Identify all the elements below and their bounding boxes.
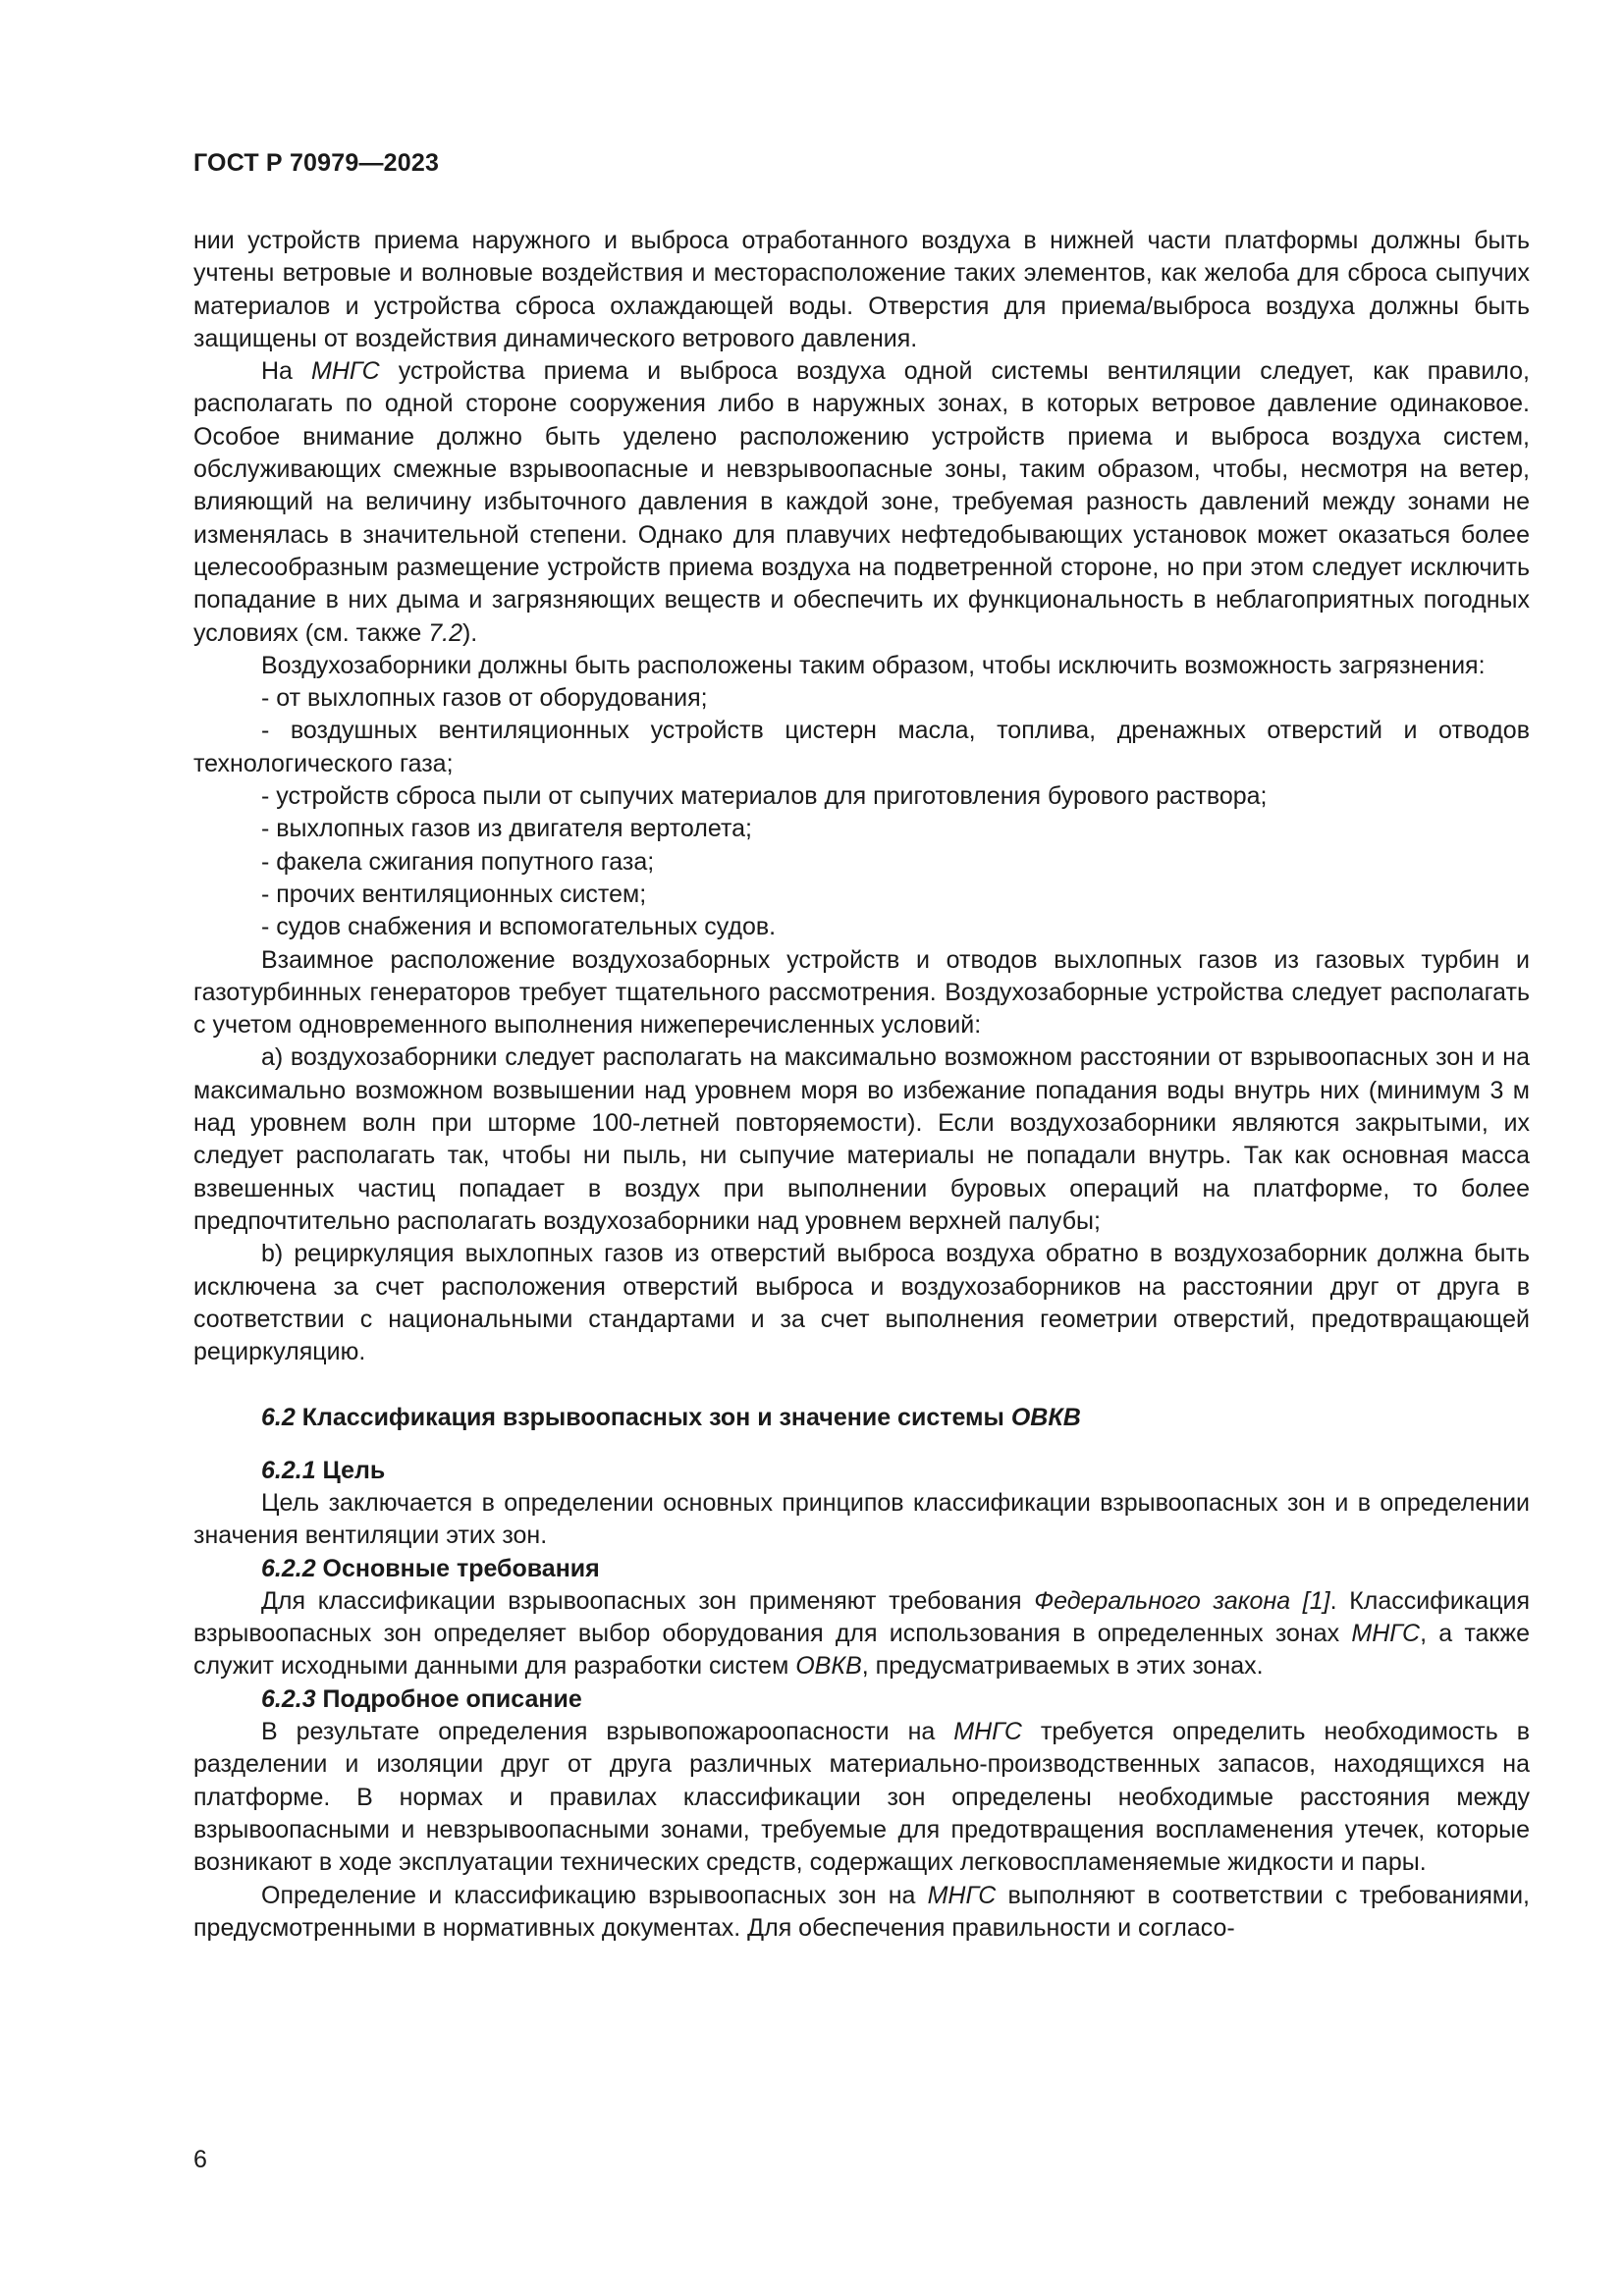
subsection-heading-6-2-1: 6.2.1 Цель: [261, 1456, 386, 1484]
list-item: - судов снабжения и вспомогательных судов.: [261, 913, 777, 941]
paragraph-contamination-intro: Воздухозаборники должны быть расположены таким образом, чтобы исключить возможность загрязнения:: [261, 651, 1486, 679]
paragraph-continuation: нии устройств приема наружного и выброса отработанного воздуха в нижней части платформы должны быть учтены ветровые и волновые воздействия и месторасположение таких элементов, как желоба для сброса сыпучих материалов и устройства сброса охлаждающей воды. Отверстия для приема/выброса воздуха должны быть защищены от воздействия динамического ветрового давления.: [193, 227, 1530, 352]
paragraph-zone-classification: Определение и классификацию взрывоопасных зон на МНГС выполняют в соответствии с требованиями, предусмотренными в нормативных документах. Для обеспечения правильности и согласо-: [193, 1881, 1531, 1942]
list-item: - выхлопных газов из двигателя вертолета;: [261, 815, 752, 843]
list-item: - устройств сброса пыли от сыпучих материалов для приготовления бурового раствора;: [261, 782, 1268, 811]
paragraph-basic-requirements: Для классификации взрывоопасных зон применяют требования Федерального закона [1]. Классификация взрывоопасных зон определяет выбор оборудования для использования в определенных зонах МНГС, а также служит исходными данными для разработки систем ОВКВ, предусматриваемых в этих зонах.: [193, 1586, 1531, 1681]
standard-header: ГОСТ Р 70979—2023: [193, 149, 440, 177]
condition-item-b: b) рециркуляция выхлопных газов из отверстий выброса воздуха обратно в воздухозаборник должна быть исключена за счет расположения отверстий выброса и воздухозаборников на расстоянии друг от друга в соответствии с национальными стандартами и за счет выполнения геометрии отверстий, предотвращающей рециркуляцию.: [193, 1240, 1530, 1366]
section-reference: 7.2: [428, 618, 462, 647]
paragraph-goal: Цель заключается в определении основных принципов классификации взрывоопасных зон и в определении значения вентиляции этих зон.: [193, 1488, 1530, 1550]
condition-item-a: а) воздухозаборники следует располагать на максимально возможном расстоянии от взрывоопасных зон и на максимально возможном возвышении над уровнем моря во избежание попадания воды внутрь них (минимум 3 м над уровнем волн при шторме 100-летней повторяемости). Если воздухозаборники являются закрытыми, их следует располагать так, чтобы ни пыль, ни сыпучие материалы не попадали внутрь. Так как основная масса взвешенных частиц попадает в воздух при выполнении буровых операций на платформе, то более предпочтительно располагать воздухозаборники над уровнем верхней палубы;: [193, 1043, 1530, 1235]
paragraph-air-intake-placement: На МНГС устройства приема и выброса воздуха одной системы вентиляции следует, как правило, располагать по одной стороне сооружения либо в наружных зонах, в которых ветровое давление одинаковое. Особое внимание должно быть уделено расположению устройств приема и выброса воздуха систем, обслуживающих смежные взрывоопасные и невзрывоопасные зоны, таким образом, чтобы, несмотря на ветер, влияющий на величину избыточного давления в каждой зоне, требуемая разность давлений между зонами не изменялась в значительной степени. Однако для плавучих нефтедобывающих установок может оказаться более целесообразным размещение устройств приема воздуха на подветренной стороне, но при этом следует исключить попадание в них дыма и загрязняющих веществ и обеспечить их функциональность в неблагоприятных погодных условиях (см. также 7.2).: [193, 357, 1530, 647]
law-reference: Федерального закона [1]: [1034, 1586, 1330, 1615]
contamination-list: [193, 682, 1530, 943]
list-item: - прочих вентиляционных систем;: [261, 880, 647, 908]
term-mngs: МНГС: [311, 357, 380, 386]
paragraph-detailed-description: В результате определения взрывопожароопасности на МНГС требуется определить необходимость в разделении и изоляции друг от друга различных материально-производственных запасов, находящихся на платформе. В нормах и правилах классификации зон определены необходимые расстояния между взрывоопасными и невзрывоопасными зонами, требуемые для предотвращения воспламенения утечек, которые возникают в ходе эксплуатации технических средств, содержащих легковоспламеняемые жидкости и пары.: [193, 1718, 1530, 1877]
subsection-heading-6-2-2: 6.2.2 Основные требования: [261, 1554, 600, 1582]
paragraph-mutual-placement: Взаимное расположение воздухозаборных устройств и отводов выхлопных газов из газовых турбин и газотурбинных генераторов требует тщательного рассмотрения. Воздухозаборные устройства следует располагать с учетом одновременного выполнения нижеперечисленных условий:: [193, 945, 1530, 1040]
page-number: 6: [193, 2146, 207, 2173]
list-item: - факела сжигания попутного газа;: [261, 847, 655, 876]
subsection-heading-6-2-3: 6.2.3 Подробное описание: [261, 1684, 582, 1713]
document-body: [193, 225, 1530, 1945]
list-item: - от выхлопных газов от оборудования;: [261, 684, 708, 713]
list-item: - воздушных вентиляционных устройств цистерн масла, топлива, дренажных отверстий и отводов технологического газа;: [193, 717, 1530, 777]
section-heading-6-2: 6.2 Классификация взрывоопасных зон и значение системы ОВКВ: [261, 1404, 1081, 1432]
